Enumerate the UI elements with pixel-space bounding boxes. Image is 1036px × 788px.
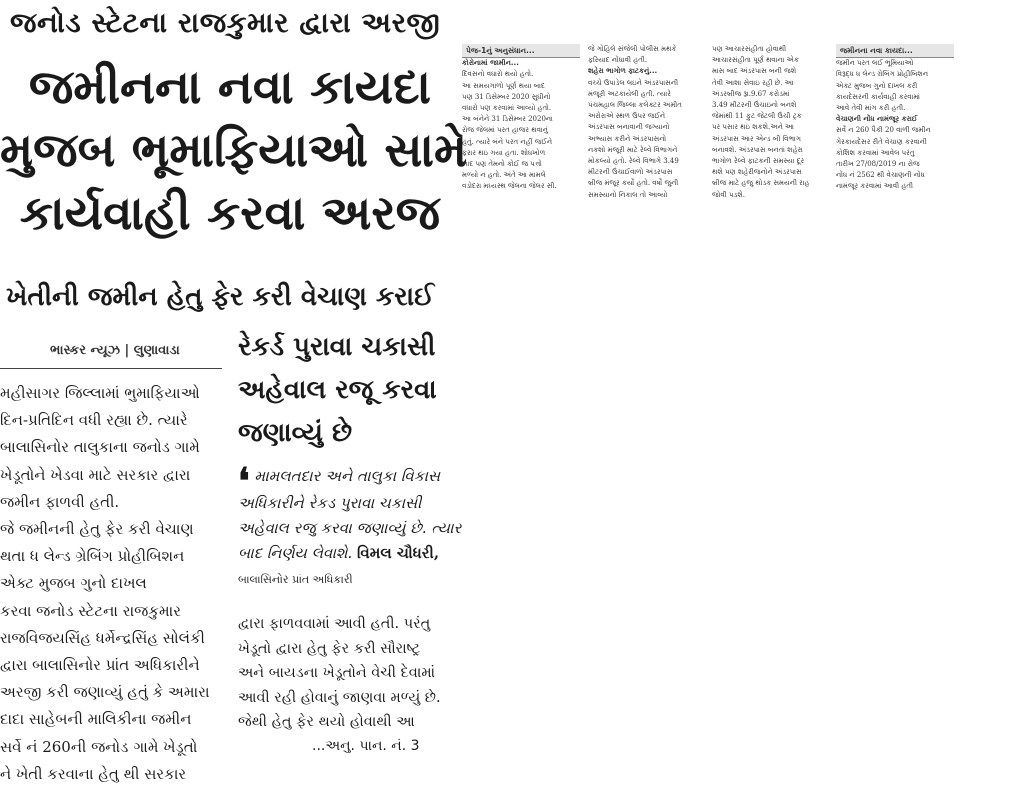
article-body-left (0, 380, 218, 788)
text-line: દિવસનો વધારો થયો હતો. (462, 70, 534, 79)
headline-line: જમીનના નવા કાયદા (28, 60, 432, 115)
text-line: વચ્ચે ઉપાડેલ લઇને અંડરપાસની (588, 78, 679, 87)
text-line: તેવી આશા સેવાઇ રહી છે. આ (712, 78, 794, 87)
text-line: આચારસંહીતા પૂર્ણ થવાના એક (712, 56, 799, 65)
clipping-column (836, 44, 954, 193)
text-line: અરોરાએ સ્થળ ઉપર જઈને (588, 112, 666, 121)
quote-author: વિમલ ચૌધરી, (357, 544, 440, 562)
clipping-column (712, 44, 830, 201)
text-line: પર પસાર થઇ શકશે.અને આ (712, 123, 794, 132)
text-line: અંડરપાસ આર એન્ડ બી વિભાગ (712, 134, 801, 143)
text-line: બ્રીજ મંજૂર કર્યો હતો. વર્ષો જુની (588, 179, 679, 188)
clipping-lines (712, 44, 830, 201)
text-line: અભ્યાસ કરીને અંડરપાસનો (588, 134, 667, 143)
text-line: વિરૂદ્ધ ધ લેન્ડ ગ્રેબિંગ પ્રોહીબિશન (836, 70, 929, 79)
text-line: વડોદરા મધ્યસ્થ જેલના જેલર સી. (462, 182, 557, 191)
text-line: પણ 31 ડિસેમ્બર 2020 સુધીનો (462, 92, 551, 101)
text-line: જોવી પડશે. (712, 190, 745, 199)
article-byline: ભાસ્કર ન્યૂઝ | લુણાવાડા (50, 343, 180, 358)
headline-line: કાર્યવાહી કરવા અરજ (19, 186, 441, 241)
clipping-lines (836, 125, 954, 192)
article-headline (0, 56, 468, 245)
text-line: નોંધ નં 2562 થી વેચાણની નોંધ (836, 171, 925, 180)
text-line: જેમાંથી 11 ફુટ જેટલી ઉંચી ટ્રક (712, 112, 802, 121)
continuation-clipping (462, 44, 954, 244)
clipping-column (588, 44, 704, 201)
text-line: દાદા સાહેબની માલિકીના જમીન (0, 710, 192, 729)
pull-quote (238, 460, 463, 592)
clipping-lines (462, 69, 580, 192)
deck-line: અહેવાલ રજૂ કરવા (238, 375, 437, 405)
clipping-lines (588, 78, 704, 201)
byline-divider (0, 368, 222, 369)
headline-line: મુજબ ભૂમાફિયાઓ સામે (0, 123, 468, 178)
quote-author-role: બાલાસિનોર પ્રાંત અધિકારી (238, 573, 353, 586)
text-line: ને ખેતી કરવાના હેતુ થી સરકાર (0, 764, 187, 783)
deck-line: જણાવ્યું છે (238, 418, 353, 448)
article-kicker: જનોડ સ્ટેટના રાજકુમાર દ્વારા અરજી (10, 6, 441, 39)
text-line: જમીન ફાળવી હતી. (0, 492, 120, 511)
text-line: બનાવશે. અંડરપાસ બનતાં શહેરા (712, 145, 803, 154)
clipping-column (462, 44, 580, 193)
text-line: મંજૂરી અટકાયેલી હતી. ત્યારે (588, 89, 671, 98)
text-line: પણ આચારસંહીતા હોવાથી (712, 45, 787, 53)
text-line: સર્વે નં 260ની જનોડ ગામે ખેડૂતો (0, 737, 198, 756)
text-line: આ બંનેને 31 ડિસેમ્બર 2020ના (462, 115, 553, 124)
deck-line: રેકર્ડ પુરાવા ચકાસી (238, 332, 436, 362)
clipping-tag: પેજ-1નું અનુસંધાન... (462, 44, 580, 58)
text-line: ભાગોળ રેલ્વે ફાટકની સમસ્યા દૂર (712, 157, 805, 166)
text-line: દ્વારા બાલાસિનોર પ્રાંત અધિકારીને (0, 656, 200, 675)
article-body-right (238, 612, 463, 735)
text-line: દિન-પ્રતિદિન વધી રહ્યા છે. ત્યારે (0, 411, 188, 430)
text-line: તારીખ 27/08/2019 ના રોજ (836, 160, 920, 169)
continued-note: ...અનુ. પાન. નં. 3 (312, 738, 420, 754)
clipping-subhead: શહેરા ભાગોળ ફાટકનું... (588, 67, 658, 76)
text-line: વધારો પણ કરવામાં આવ્યો હતો. (462, 104, 552, 113)
text-line: પંચમહાલ જિલ્લા કલેક્ટર અમીત (588, 101, 682, 110)
text-line: કાયદેસરની કાર્યવાહી કરવામાં (836, 92, 920, 101)
text-line: જેથી હેતુ ફેર થયો હોવાથી આ (238, 714, 415, 730)
text-line: નામંજૂર કરવામાં આવી હતી (836, 182, 913, 191)
text-line: અને બાયડના ખેડૂતોને વેચી દેવામાં (238, 665, 436, 681)
text-line: નકશો મંજૂરી માટે રેલ્વે વિભાગને (588, 145, 678, 154)
text-line: બ્રીજ માટે હજુ થોડક સમયની રાહ (712, 179, 810, 188)
text-line: રાજવિજયસિંહ ધર્મેન્દ્રસિંહ સોલંકી (0, 628, 205, 647)
text-line: ખેડૂતોને ખેડવા માટે સરકાર દ્વારા (0, 465, 191, 484)
clipping-tag: જમીનના નવા કાયદા... (836, 44, 954, 58)
quote-text: મામલતદાર અને તાલુકા વિકાસ અધિકારીને રેકડ પુરાવા ચકાસી અહેવાલ રજુ કરવા જણાવ્યું છે. ત્યાર બાદ નિર્ણય લેવાશે. (238, 467, 462, 562)
article-deck (238, 326, 463, 455)
text-line: અંડરબ્રીજ રૂા.9.67 કરોડમાં (712, 89, 790, 98)
text-line: મહીસાગર જિલ્લામાં ભુમાફિયાઓ (0, 384, 200, 402)
article-subhead: ખેતીની જમીન હેતુ ફેર કરી વેચાણ કરાઈ (6, 282, 435, 312)
text-line: દ્વારા ફાળવવામાં આવી હતી. પરંતુ (238, 616, 431, 632)
text-line: મોકલ્યો હતો. રેલ્વે વિભાગે 3.49 (588, 157, 679, 166)
text-line: અંડરપાસ બનાવાની જગ્યાનો (588, 123, 670, 132)
text-line: ખેડૂતો દ્વારા હેતુ ફેર કરી સૌરાષ્ટ્ર (238, 640, 421, 657)
text-line: બાદ પણ તેમનો કોઈ જ પત્તો (462, 160, 542, 169)
text-line: જે જમીનની હેતુ ફેર કરી વેચાણ (0, 520, 194, 539)
clipping-subhead: કોરોનામાં જામીન... (462, 59, 519, 68)
text-line: 3.49 મીટરની ઉંચાઇનો બનશે (712, 101, 797, 110)
text-line: સર્વે ન 260 પૈકી 20 વાળી જમીન (836, 126, 931, 135)
quote-mark-icon: ❛ (238, 460, 250, 502)
text-line: થશે પણ શહેરીજનોને અંડરપાસ (712, 168, 802, 177)
text-line: આવે તેવી માંગ કરી હતી. (836, 104, 906, 113)
clipping-lines (588, 44, 704, 66)
text-line: ફરાર થઇ ગયા હતા. શોધખોળ (462, 148, 546, 157)
text-line: સમસ્યાનો નિકાલ તો આવ્યો (588, 190, 668, 199)
text-line: મીટરની ઉંચાઈવાળો અંડરપાસ (588, 168, 673, 177)
text-line: માસ બાદ અંડરપાસ બની જશે (712, 67, 797, 76)
text-line: હતું. ત્યારે બંને પરત નહીં જઈને (462, 137, 553, 146)
text-line: આવી રહી હોવાનું જાણવા મળ્યું છે. (238, 689, 441, 706)
text-line: રોજ જેલમાં પરત હાજર થવાનું (462, 126, 548, 135)
text-line: થતા ધ લેન્ડ ગ્રેબિંગ પ્રોહીબિશન (0, 547, 185, 566)
text-line: કોશિશ કરવામાં આવેલ પરંતુ (836, 148, 915, 157)
text-line: આ સમયગાળો પૂર્ણ થયા બાદ (462, 81, 545, 90)
text-line: કરવા જનોડ સ્ટેટના રાજકુમાર (0, 601, 181, 620)
text-line: મળ્યો ન હતો. અંતે આ મામલે (462, 171, 546, 180)
text-line: બાલાસિનોર તાલુકાના જનોડ ગામે (0, 438, 200, 457)
text-line: એક્ટ મુજબ ગુનો દાખલ કરી (836, 81, 918, 90)
text-line: એક્ટ મુજબ ગુનો દાખલ (0, 574, 147, 593)
clipping-subhead: વેચાણની નોંધ નામંજૂર કરાઈ (836, 115, 918, 124)
text-line: અરજી કરી જણાવ્યું હતું કે અમારા (0, 683, 210, 702)
clipping-lines (836, 58, 954, 114)
text-line: ફરિયાદ નોંધાવી હતી. (588, 56, 648, 65)
text-line: જે ગોહિલે સંજેલી પોલીસ મથકે (588, 45, 677, 53)
text-line: ગેરકાયદેસર રીતે વેચાણ કરવાની (836, 137, 927, 146)
text-line: જમીન પરત લઈ ભૂમિયાઓ (836, 59, 914, 68)
